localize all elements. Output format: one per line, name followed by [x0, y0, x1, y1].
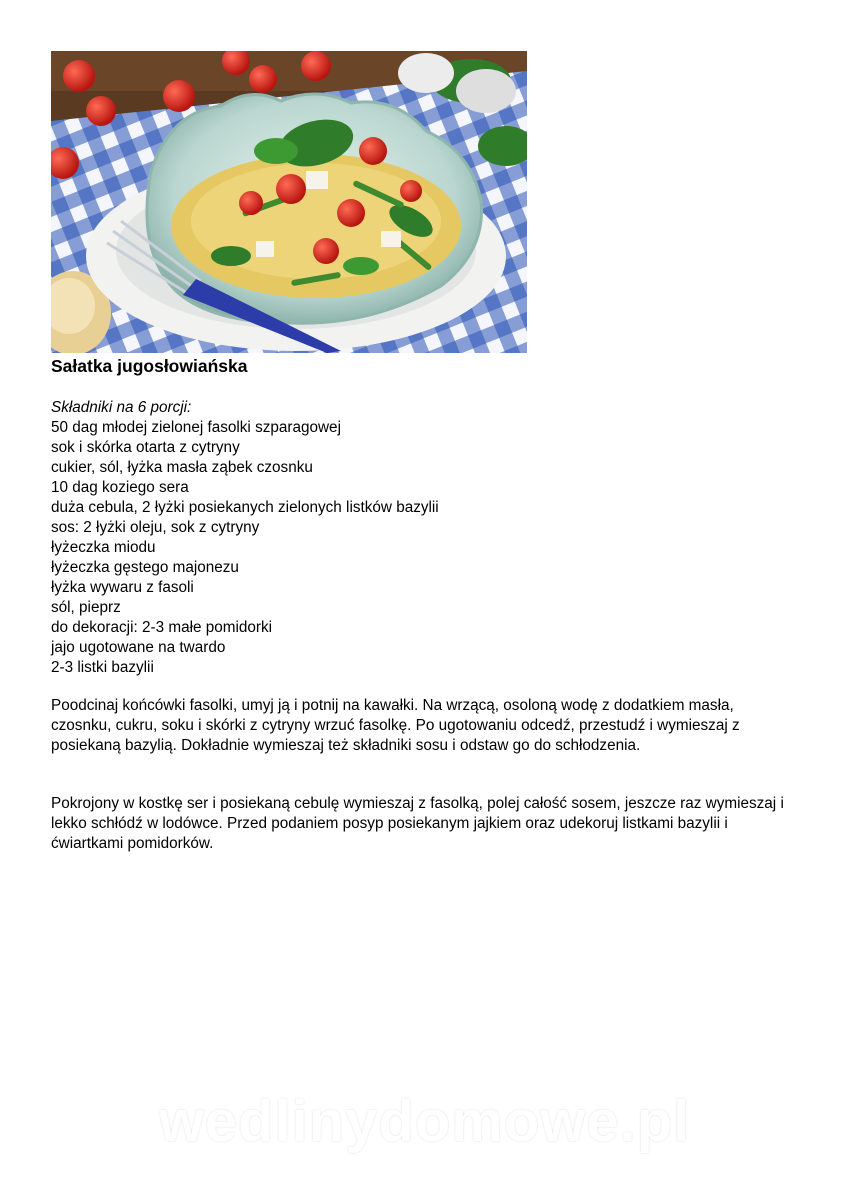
- ingredient-line: sól, pieprz: [51, 599, 121, 616]
- ingredient-line: sok i skórka otarta z cytryny: [51, 439, 240, 456]
- instructions-paragraph-1: Poodcinaj końcówki fasolki, umyj ją i potnij na kawałki. Na wrzącą, osoloną wodę z dodatkiem masła, czosnku, cukru, soku i skórki z cytryny wrzuć fasolkę. Po ugotowaniu odcedź, przestudź i wymieszaj z posiekaną bazylią. Dokładnie wymieszaj też składniki sosu i odstaw go do schłodzenia.: [51, 697, 740, 754]
- salad-illustration: [51, 51, 527, 353]
- site-watermark: wedlinydomowe.pl: [158, 1089, 691, 1154]
- ingredient-line: łyżka wywaru z fasoli: [51, 579, 194, 596]
- ingredient-line: sos: 2 łyżki oleju, sok z cytryny: [51, 519, 260, 536]
- ingredient-line: do dekoracji: 2-3 małe pomidorki: [51, 619, 273, 636]
- ingredient-line: 10 dag koziego sera: [51, 479, 189, 496]
- ingredient-line: cukier, sól, łyżka masła ząbek czosnku: [51, 459, 313, 476]
- ingredients-block: [51, 398, 791, 678]
- ingredient-line: łyżeczka gęstego majonezu: [51, 559, 239, 576]
- ingredient-line: łyżeczka miodu: [51, 539, 156, 556]
- ingredient-line: 50 dag młodej zielonej fasolki szparagowej: [51, 419, 341, 436]
- ingredient-line: duża cebula, 2 łyżki posiekanych zielonych listków bazylii: [51, 499, 439, 516]
- ingredient-line: jajo ugotowane na twardo: [51, 639, 226, 656]
- ingredients-heading: Składniki na 6 porcji:: [51, 399, 192, 416]
- salad-photo: [51, 51, 527, 353]
- recipe-title: Sałatka jugosłowiańska: [51, 356, 248, 376]
- ingredient-line: 2-3 listki bazylii: [51, 659, 154, 676]
- instructions-paragraph-2: Pokrojony w kostkę ser i posiekaną cebulę wymieszaj z fasolką, polej całość sosem, jeszcze raz wymieszaj i lekko schłódź w lodówce. Przed podaniem posyp posiekanym jajkiem oraz udekoruj listkami bazylii i ćwiartkami pomidorków.: [51, 795, 784, 852]
